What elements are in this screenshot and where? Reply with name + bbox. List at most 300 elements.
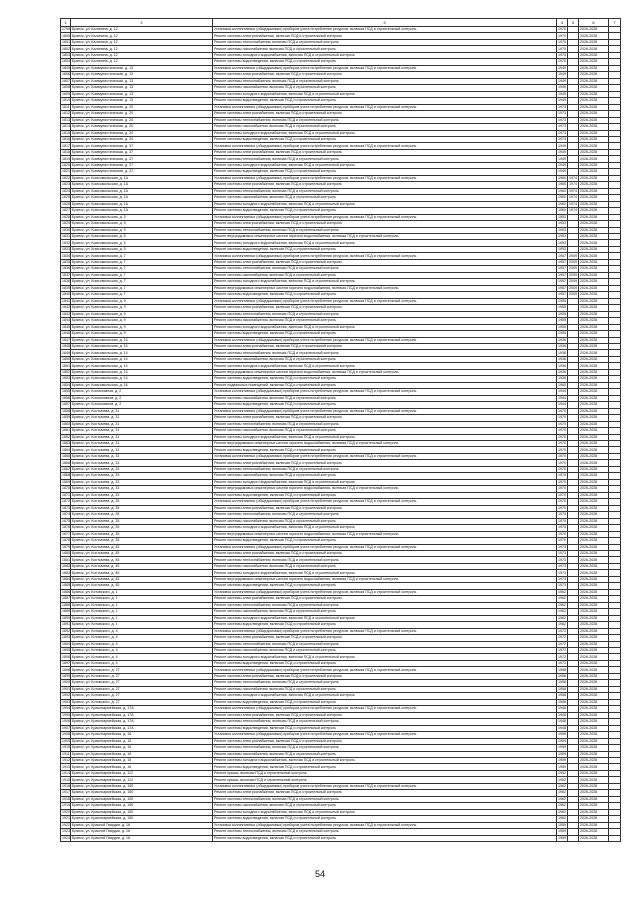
row-number-cell: 1802 xyxy=(62,46,70,51)
document-sheet xyxy=(60,18,620,842)
build-year-cell: 1949 xyxy=(558,85,566,90)
work-type-cell: Ремонт системы теплоснабжения, включая ПСД и строительный контроль xyxy=(213,350,557,356)
column-header: 4 xyxy=(557,19,568,27)
repair-period-cell: 2026-2028 xyxy=(579,777,609,783)
build-year-cell: 1973 xyxy=(558,564,566,569)
repair-period-cell: 2026-2028 xyxy=(579,796,609,802)
repair-period-cell: 2026-2028 xyxy=(579,531,609,537)
build-year-cell: 1953 xyxy=(558,234,566,239)
build-year-cell: 1962 xyxy=(558,809,566,814)
repair-period-cell: 2026-2028 xyxy=(579,550,609,556)
work-type-cell: Ремонт системы газоснабжения, включая ПСД и строительный контроль xyxy=(213,803,557,809)
table-row xyxy=(61,835,621,841)
repair-period-cell: 2026-2028 xyxy=(579,622,609,628)
row-number-cell: 1868 xyxy=(62,473,70,478)
build-year-cell: 1953 xyxy=(558,227,566,232)
work-type-cell: Ремонт системы газоснабжения, включая ПСД и строительный контроль xyxy=(213,395,557,401)
address-cell: Брянск, ул. Костычева, д. 45 xyxy=(71,563,213,569)
work-type-cell: Ремонт системы холодного водоснабжения, включая ПСД и строительный контроль xyxy=(213,162,557,168)
address-cell: Брянск, ул. Костычева, д. 33 xyxy=(71,473,213,479)
build-year-cell: 1944 xyxy=(558,389,566,394)
work-type-cell: Установка коллективных (общедомовых) приборов учета потребления ресурсов, включая ПСД и строительный контроль xyxy=(213,667,557,673)
build-year-cell: 1958 xyxy=(558,686,566,691)
build-year-cell: 1955 xyxy=(558,318,566,323)
repair-period-cell: 2026-2028 xyxy=(579,641,609,647)
row-number-cell: 1850 xyxy=(62,357,70,362)
work-type-cell: Ремонт системы теплоснабжения, включая ПСД и строительный контроль xyxy=(213,188,557,194)
address-cell: Брянск, ул. Костычева, д. 33 xyxy=(71,453,213,459)
build-year-cell: 1970 xyxy=(558,473,566,478)
address-cell: Брянск, ул. Комсомольская, д. 9 xyxy=(71,324,213,330)
row-number-cell: 1920 xyxy=(62,809,70,814)
address-cell: Брянск, ул. Коммунистическая, д. 20 xyxy=(71,104,213,110)
build-year-cell: 1970 xyxy=(558,525,566,530)
repair-period-cell: 2026-2028 xyxy=(579,227,609,233)
repair-period-cell: 2026-2028 xyxy=(579,292,609,298)
build-year-cell: 1962 xyxy=(558,622,566,627)
repair-period-cell: 2026-2028 xyxy=(579,538,609,544)
work-type-cell: Ремонт системы холодного водоснабжения, включая ПСД и строительный контроль xyxy=(213,434,557,440)
build-year-cell: 1960 xyxy=(558,208,566,213)
work-type-cell: Установка коллективных (общедомовых) приборов учета потребления ресурсов, включая ПСД и строительный контроль xyxy=(213,298,557,304)
column-header: 1 xyxy=(61,19,71,27)
row-number-cell: 1905 xyxy=(62,712,70,717)
repair-period-cell: 2026-2028 xyxy=(579,124,609,130)
row-number-cell: 1922 xyxy=(62,822,70,827)
reconstruction-year-cell: 1974 xyxy=(569,175,577,180)
repair-period-cell: 2026-2028 xyxy=(579,505,609,511)
repair-period-cell: 2026-2028 xyxy=(579,570,609,576)
work-type-cell: Ремонт системы электроснабжения, включая ПСД и строительный контроль xyxy=(213,72,557,78)
work-type-cell: Ремонт системы теплоснабжения, включая ПСД и строительный контроль xyxy=(213,719,557,725)
build-year-cell: 1955 xyxy=(558,298,566,303)
row-number-cell: 1849 xyxy=(62,350,70,355)
build-year-cell: 1955 xyxy=(558,324,566,329)
address-cell: Брянск, ул. Космонавтов, д. 2 xyxy=(71,389,213,395)
work-type-cell: Ремонт системы теплоснабжения, включая ПСД и строительный контроль xyxy=(213,745,557,751)
work-type-cell: Ремонт системы водоотведения, включая ПСД и строительный контроль xyxy=(213,835,557,841)
repair-period-cell: 2026-2028 xyxy=(579,544,609,550)
build-year-cell: 1962 xyxy=(558,589,566,594)
address-cell: Брянск, ул. Костычева, д. 31 xyxy=(71,428,213,434)
repair-period-cell: 2026-2028 xyxy=(579,285,609,291)
row-number-cell: 1852 xyxy=(62,369,70,374)
row-number-cell: 1896 xyxy=(62,654,70,659)
row-number-cell: 1800 xyxy=(62,33,70,38)
repair-period-cell: 2026-2028 xyxy=(579,628,609,634)
build-year-cell: 1957 xyxy=(558,279,566,284)
repair-period-cell: 2026-2028 xyxy=(579,660,609,666)
work-type-cell: Ремонт внутридомовых инженерных систем горячего водоснабжения, включая ПСД и строительный контроль xyxy=(213,486,557,492)
row-number-cell: 1825 xyxy=(62,195,70,200)
work-type-cell: Ремонт системы теплоснабжения, включая ПСД и строительный контроль xyxy=(213,466,557,472)
work-type-cell: Ремонт системы электроснабжения, включая ПСД и строительный контроль xyxy=(213,790,557,796)
repair-period-cell: 2026-2028 xyxy=(579,596,609,602)
row-number-cell: 1919 xyxy=(62,803,70,808)
address-cell: Брянск, ул. Котовского, д. 27 xyxy=(71,680,213,686)
reconstruction-year-cell: 1974 xyxy=(569,201,577,206)
work-type-cell: Ремонт системы холодного водоснабжения, включая ПСД и строительный контроль xyxy=(213,615,557,621)
build-year-cell: 1948 xyxy=(558,719,566,724)
repair-period-cell: 2026-2028 xyxy=(579,680,609,686)
work-type-cell: Установка коллективных (общедомовых) приборов учета потребления ресурсов, включая ПСД и строительный контроль xyxy=(213,628,557,634)
build-year-cell: 1957 xyxy=(558,292,566,297)
reconstruction-year-cell: 1974 xyxy=(569,182,577,187)
address-cell: Брянск, ул. Котовского, д. 27 xyxy=(71,667,213,673)
work-type-cell: Ремонт системы водоотведения, включая ПСД и строительный контроль xyxy=(213,725,557,731)
row-number-cell: 1818 xyxy=(62,150,70,155)
address-cell: Брянск, ул. Комсомольская, д. 7 xyxy=(71,259,213,265)
build-year-cell: 1957 xyxy=(558,260,566,264)
row-number-cell: 1893 xyxy=(62,635,70,640)
work-type-cell: Ремонт системы газоснабжения, включая ПСД и строительный контроль xyxy=(213,124,557,130)
repair-period-cell: 2026-2028 xyxy=(579,428,609,434)
work-type-cell: Ремонт системы электроснабжения, включая ПСД и строительный контроль xyxy=(213,111,557,117)
repair-period-cell: 2026-2028 xyxy=(579,602,609,608)
build-year-cell: 1962 xyxy=(558,803,566,808)
work-type-cell: Ремонт системы водоотведения, включая ПСД и строительный контроль xyxy=(213,538,557,544)
repair-period-cell: 2026-2028 xyxy=(579,673,609,679)
repair-period-cell: 2026-2028 xyxy=(579,59,609,65)
row-number-cell: 1847 xyxy=(62,337,70,342)
row-number-cell: 1842 xyxy=(62,305,70,310)
build-year-cell: 1970 xyxy=(558,59,566,64)
build-year-cell: 1959 xyxy=(558,822,566,827)
row-number-cell: 1824 xyxy=(62,188,70,193)
work-type-cell: Ремонт системы электроснабжения, включая ПСД и строительный контроль xyxy=(213,182,557,188)
work-type-cell: Ремонт системы водоотведения, включая ПСД и строительный контроль xyxy=(213,98,557,104)
work-type-cell: Ремонт системы холодного водоснабжения, включая ПСД и строительный контроль xyxy=(213,479,557,485)
build-year-cell: 1970 xyxy=(558,40,566,45)
build-year-cell: 1962 xyxy=(558,783,566,788)
row-number-cell: 1886 xyxy=(62,589,70,594)
repair-period-cell: 2026-2028 xyxy=(579,240,609,246)
row-number-cell: 1820 xyxy=(62,162,70,167)
row-number-cell: 1835 xyxy=(62,260,70,264)
address-cell: Брянск, ул. Коммунистическая, д. 13 xyxy=(71,98,213,104)
work-type-cell: Установка коллективных (общедомовых) приборов учета потребления ресурсов, включая ПСД и строительный контроль xyxy=(213,732,557,738)
work-type-cell: Установка коллективных (общедомовых) приборов учета потребления ресурсов, включая ПСД и строительный контроль xyxy=(213,783,557,789)
repair-period-cell: 2026-2028 xyxy=(579,182,609,188)
reconstruction-year-cell: 2009 xyxy=(569,266,577,271)
row-number-cell: 1843 xyxy=(62,311,70,316)
build-year-cell: 1958 xyxy=(558,674,566,678)
build-year-cell: 1948 xyxy=(558,706,566,711)
build-year-cell: 1962 xyxy=(558,790,566,795)
repair-period-cell: 2026-2028 xyxy=(579,363,609,369)
repair-period-cell: 2026-2028 xyxy=(579,72,609,78)
work-type-cell: Ремонт системы теплоснабжения, включая ПСД и строительный контроль xyxy=(213,557,557,563)
work-type-cell: Ремонт системы теплоснабжения, включая ПСД и строительный контроль xyxy=(213,602,557,608)
address-cell: Брянск, ул. Котовского, д. 27 xyxy=(71,699,213,705)
row-number-cell: 1854 xyxy=(62,382,70,387)
address-cell: Брянск, ул. Коммунистическая, д. 37 xyxy=(71,143,213,149)
address-cell: Брянск, ул. Костычева, д. 31 xyxy=(71,415,213,421)
repair-period-cell: 2026-2028 xyxy=(579,421,609,427)
build-year-cell: 1960 xyxy=(558,201,566,206)
work-type-cell: Ремонт системы электроснабжения, включая ПСД и строительный контроль xyxy=(213,305,557,311)
build-year-cell: 1958 xyxy=(558,699,566,704)
address-cell: Брянск, ул. Комсомольская, д. 1А xyxy=(71,195,213,201)
address-cell: Брянск, ул. Костычева, д. 35 xyxy=(71,525,213,531)
address-cell: Брянск, ул. Комсомольская, д. 14 xyxy=(71,363,213,369)
build-year-cell: 1970 xyxy=(558,33,566,38)
address-cell: Брянск, ул. Красноармейская, д. 150 xyxy=(71,783,213,789)
build-year-cell: 1973 xyxy=(558,570,566,575)
repair-period-cell: 2026-2028 xyxy=(579,499,609,505)
build-year-cell: 1958 xyxy=(558,693,566,698)
repair-period-cell: 2026-2028 xyxy=(579,98,609,104)
repair-period-cell: 2026-2028 xyxy=(579,201,609,207)
build-year-cell: 1936 xyxy=(558,363,566,368)
row-number-cell: 1859 xyxy=(62,415,70,420)
build-year-cell: 1959 xyxy=(558,764,566,769)
row-number-cell: 1889 xyxy=(62,609,70,614)
build-year-cell: 1970 xyxy=(558,421,566,426)
reconstruction-year-cell: 2009 xyxy=(569,272,577,277)
work-type-cell: Ремонт системы водоотведения, включая ПСД и строительный контроль xyxy=(213,622,557,628)
row-number-cell: 1921 xyxy=(62,816,70,821)
repair-period-cell: 2026-2028 xyxy=(579,583,609,589)
row-number-cell: 1898 xyxy=(62,667,70,672)
address-cell: Брянск, ул. Комсомольская, д. 9 xyxy=(71,331,213,337)
build-year-cell: 1973 xyxy=(558,544,566,549)
build-year-cell: 1960 xyxy=(558,195,566,200)
row-number-cell: 1872 xyxy=(62,499,70,504)
address-cell: Брянск, ул. Коммунистическая, д. 20 xyxy=(71,124,213,130)
address-cell: Брянск, ул. Красноармейская, д. 16 xyxy=(71,764,213,770)
row-number-cell: 1822 xyxy=(62,175,70,180)
repair-period-cell: 2026-2028 xyxy=(579,337,609,343)
address-cell: Брянск, ул. Красноармейская, д. 16 xyxy=(71,751,213,757)
build-year-cell: 1972 xyxy=(558,641,566,646)
column-header: 5 xyxy=(568,19,579,27)
address-cell: Брянск, ул. Костычева, д. 35 xyxy=(71,499,213,505)
address-cell: Брянск, ул. Красной Гвардии, д. 16 xyxy=(71,822,213,828)
row-number-cell: 1878 xyxy=(62,538,70,543)
work-type-cell: Ремонт подвальных помещений, включая ПСД и строительный контроль xyxy=(213,382,557,388)
row-number-cell: 1826 xyxy=(62,201,70,206)
address-cell: Брянск, ул. Калинина, д. 12 xyxy=(71,33,213,39)
row-number-cell: 1867 xyxy=(62,467,70,471)
build-year-cell: 1962 xyxy=(558,602,566,607)
address-cell: Брянск, ул. Комсомольская, д. 5 xyxy=(71,214,213,220)
repair-period-cell: 2026-2028 xyxy=(579,318,609,324)
work-type-cell: Ремонт системы электроснабжения, включая ПСД и строительный контроль xyxy=(213,550,557,556)
build-year-cell: 1970 xyxy=(558,434,566,439)
work-type-cell: Ремонт системы газоснабжения, включая ПСД и строительный контроль xyxy=(213,272,557,278)
address-cell: Брянск, ул. Комсомольская, д. 5 xyxy=(71,221,213,227)
address-cell: Брянск, ул. Комсомольская, д. 14 xyxy=(71,369,213,375)
row-number-cell: 1918 xyxy=(62,796,70,801)
work-type-cell: Установка коллективных (общедомовых) приборов учета потребления ресурсов, включая ПСД и строительный контроль xyxy=(213,214,557,220)
repair-period-cell: 2026-2028 xyxy=(579,576,609,582)
address-cell: Брянск, ул. Коммунистическая, д. 20 xyxy=(71,136,213,142)
work-type-cell: Ремонт системы холодного водоснабжения, включая ПСД и строительный контроль xyxy=(213,279,557,285)
work-type-cell: Ремонт системы теплоснабжения, включая ПСД и строительный контроль xyxy=(213,829,557,835)
build-year-cell: 1936 xyxy=(558,369,566,374)
row-number-cell: 1816 xyxy=(62,137,70,142)
row-number-cell: 1839 xyxy=(62,285,70,290)
repair-period-cell: 2026-2028 xyxy=(579,635,609,641)
row-number-cell: 1885 xyxy=(62,583,70,588)
work-type-cell: Ремонт системы газоснабжения, включая ПСД и строительный контроль xyxy=(213,751,557,757)
repair-period-cell: 2026-2028 xyxy=(579,686,609,692)
repair-period-cell: 2026-2028 xyxy=(579,149,609,155)
work-type-cell: Установка коллективных (общедомовых) приборов учета потребления ресурсов, включая ПСД и строительный контроль xyxy=(213,143,557,149)
address-cell: Брянск, ул. Костычева, д. 31 xyxy=(71,447,213,453)
repair-period-cell: 2026-2028 xyxy=(579,214,609,220)
address-cell: Брянск, ул. Красноармейская, д. 150 xyxy=(71,790,213,796)
address-cell: Брянск, ул. Коммунистическая, д. 37 xyxy=(71,162,213,168)
repair-period-cell: 2026-2028 xyxy=(579,324,609,330)
address-cell: Брянск, ул. Комсомольская, д. 1А xyxy=(71,175,213,181)
repair-period-cell: 2026-2028 xyxy=(579,770,609,776)
address-cell: Брянск, ул. Котовского, д. 1 xyxy=(71,622,213,628)
build-year-cell: 1949 xyxy=(558,162,566,167)
build-year-cell: 1962 xyxy=(558,796,566,801)
address-cell: Брянск, ул. Красноармейская, д. 112 xyxy=(71,770,213,776)
address-cell: Брянск, ул. Костычева, д. 35 xyxy=(71,538,213,544)
row-number-cell: 1804 xyxy=(62,59,70,64)
repair-period-cell: 2026-2028 xyxy=(579,706,609,712)
repair-period-cell: 2026-2028 xyxy=(579,699,609,705)
work-type-cell: Ремонт системы теплоснабжения, включая ПСД и строительный контроль xyxy=(213,796,557,802)
row-number-cell: 1807 xyxy=(62,78,70,83)
work-type-cell: Ремонт системы водоотведения, включая ПСД и строительный контроль xyxy=(213,447,557,453)
work-type-cell: Ремонт системы теплоснабжения, включая ПСД и строительный контроль xyxy=(213,641,557,647)
row-number-cell: 1819 xyxy=(62,156,70,161)
repair-period-cell: 2026-2028 xyxy=(579,130,609,136)
row-number-cell: 1832 xyxy=(62,240,70,245)
build-year-cell: 1972 xyxy=(558,628,566,633)
address-cell: Брянск, ул. Красноармейская, д. 16 xyxy=(71,757,213,763)
work-type-cell: Ремонт системы водоотведения, включая ПСД и строительный контроль xyxy=(213,208,557,214)
work-type-cell: Ремонт системы электроснабжения, включая ПСД и строительный контроль xyxy=(213,415,557,421)
row-number-cell: 1815 xyxy=(62,130,70,135)
row-number-cell: 1831 xyxy=(62,234,70,239)
address-cell: Брянск, ул. Костычева, д. 35 xyxy=(71,531,213,537)
address-cell: Брянск, ул. Котовского, д. 1 xyxy=(71,589,213,595)
build-year-cell: 1970 xyxy=(558,46,566,51)
column-header: 7 xyxy=(609,19,621,27)
repair-period-cell: 2026-2028 xyxy=(579,27,609,33)
repair-period-cell: 2026-2028 xyxy=(579,162,609,168)
row-number-cell: 1897 xyxy=(62,661,70,666)
row-number-cell: 1821 xyxy=(62,169,70,174)
repair-period-cell: 2026-2028 xyxy=(579,221,609,227)
build-year-cell: 1949 xyxy=(558,78,566,83)
work-type-cell: Ремонт системы теплоснабжения, включая ПСД и строительный контроль xyxy=(213,311,557,317)
repair-period-cell: 2026-2028 xyxy=(579,382,609,388)
build-year-cell: 1970 xyxy=(558,415,566,420)
row-number-cell: 1814 xyxy=(62,124,70,129)
address-cell: Брянск, ул. Костычева, д. 33 xyxy=(71,460,213,466)
row-number-cell: 1910 xyxy=(62,745,70,750)
work-type-cell: Установка коллективных (общедомовых) приборов учета потребления ресурсов, включая ПСД и строительный контроль xyxy=(213,27,557,33)
address-cell: Брянск, ул. Костычева, д. 33 xyxy=(71,479,213,485)
address-cell: Брянск, ул. Красноармейская, д. 150 xyxy=(71,809,213,815)
work-type-cell: Ремонт системы электроснабжения, включая ПСД и строительный контроль xyxy=(213,149,557,155)
row-number-cell: 1862 xyxy=(62,434,70,439)
build-year-cell: 1957 xyxy=(558,253,566,258)
repair-period-cell: 2026-2028 xyxy=(579,272,609,278)
work-type-cell: Ремонт системы газоснабжения, включая ПСД и строительный контроль xyxy=(213,609,557,615)
repair-period-cell: 2026-2028 xyxy=(579,376,609,382)
build-year-cell: 1970 xyxy=(558,518,566,523)
work-type-cell: Ремонт системы газоснабжения, включая ПСД и строительный контроль xyxy=(213,518,557,524)
work-type-cell: Ремонт системы газоснабжения, включая ПСД и строительный контроль xyxy=(213,318,557,324)
reconstruction-year-cell: 2009 xyxy=(569,292,577,297)
address-cell: Брянск, ул. Комсомольская, д. 14 xyxy=(71,343,213,349)
repair-period-cell: 2026-2028 xyxy=(579,829,609,835)
repair-period-cell: 2026-2028 xyxy=(579,434,609,440)
row-number-cell: 1833 xyxy=(62,247,70,252)
build-year-cell: 1970 xyxy=(558,467,566,471)
work-type-cell: Ремонт системы электроснабжения, включая ПСД и строительный контроль xyxy=(213,33,557,39)
work-type-cell: Ремонт системы теплоснабжения, включая ПСД и строительный контроль xyxy=(213,421,557,427)
row-number-cell: 1838 xyxy=(62,279,70,284)
row-number-cell: 1856 xyxy=(62,395,70,400)
row-number-cell: 1900 xyxy=(62,680,70,685)
address-cell: Брянск, ул. Космонавтов, д. 2 xyxy=(71,395,213,401)
build-year-cell: 1962 xyxy=(558,816,566,821)
repair-period-cell: 2026-2028 xyxy=(579,648,609,654)
repair-period-cell: 2026-2028 xyxy=(579,331,609,337)
address-cell: Брянск, ул. Комсомольская, д. 7 xyxy=(71,272,213,278)
row-number-cell: 1895 xyxy=(62,648,70,653)
repair-period-cell: 2026-2028 xyxy=(579,156,609,162)
build-year-cell: 1972 xyxy=(558,661,566,666)
build-year-cell: 1949 xyxy=(558,169,566,174)
work-type-cell: Ремонт системы холодного водоснабжения, включая ПСД и строительный контроль xyxy=(213,757,557,763)
row-number-cell: 1923 xyxy=(62,829,70,834)
row-number-cell: 1877 xyxy=(62,531,70,536)
build-year-cell: 1962 xyxy=(558,596,566,601)
row-number-cell: 1894 xyxy=(62,641,70,646)
build-year-cell: 1944 xyxy=(558,395,566,400)
address-cell: Брянск, ул. Калинина, д. 12 xyxy=(71,52,213,58)
repair-period-cell: 2026-2028 xyxy=(579,609,609,615)
repair-period-cell: 2026-2028 xyxy=(579,835,609,841)
address-cell: Брянск, ул. Костычева, д. 45 xyxy=(71,570,213,576)
build-year-cell: 1970 xyxy=(558,505,566,510)
address-cell: Брянск, ул. Комсомольская, д. 9 xyxy=(71,298,213,304)
row-number-cell: 1891 xyxy=(62,622,70,627)
table-header-row xyxy=(61,19,621,27)
repair-period-cell: 2026-2028 xyxy=(579,395,609,401)
build-year-cell: 1970 xyxy=(558,428,566,433)
repair-period-cell: 2026-2028 xyxy=(579,52,609,58)
build-year-cell: 1962 xyxy=(558,615,566,620)
address-cell: Брянск, ул. Коммунистическая, д. 13 xyxy=(71,65,213,71)
repair-period-cell: 2026-2028 xyxy=(579,809,609,815)
build-year-cell: 1970 xyxy=(558,408,566,413)
row-number-cell: 1873 xyxy=(62,505,70,510)
row-number-cell: 1907 xyxy=(62,725,70,730)
address-cell: Брянск, ул. Космонавтов, д. 2 xyxy=(71,402,213,408)
row-number-cell: 1865 xyxy=(62,454,70,459)
address-cell: Брянск, ул. Красноармейская, д. 150 xyxy=(71,816,213,822)
work-type-cell: Ремонт системы водоотведения, включая ПСД и строительный контроль xyxy=(213,583,557,589)
row-number-cell: 1812 xyxy=(62,111,70,116)
row-number-cell: 1799 xyxy=(62,27,70,32)
build-year-cell: 1936 xyxy=(558,337,566,342)
row-number-cell: 1913 xyxy=(62,764,70,769)
work-type-cell: Ремонт системы электроснабжения, включая ПСД и строительный контроль xyxy=(213,673,557,679)
address-cell: Брянск, ул. Коммунистическая, д. 37 xyxy=(71,169,213,175)
column-header: 2 xyxy=(71,19,213,27)
